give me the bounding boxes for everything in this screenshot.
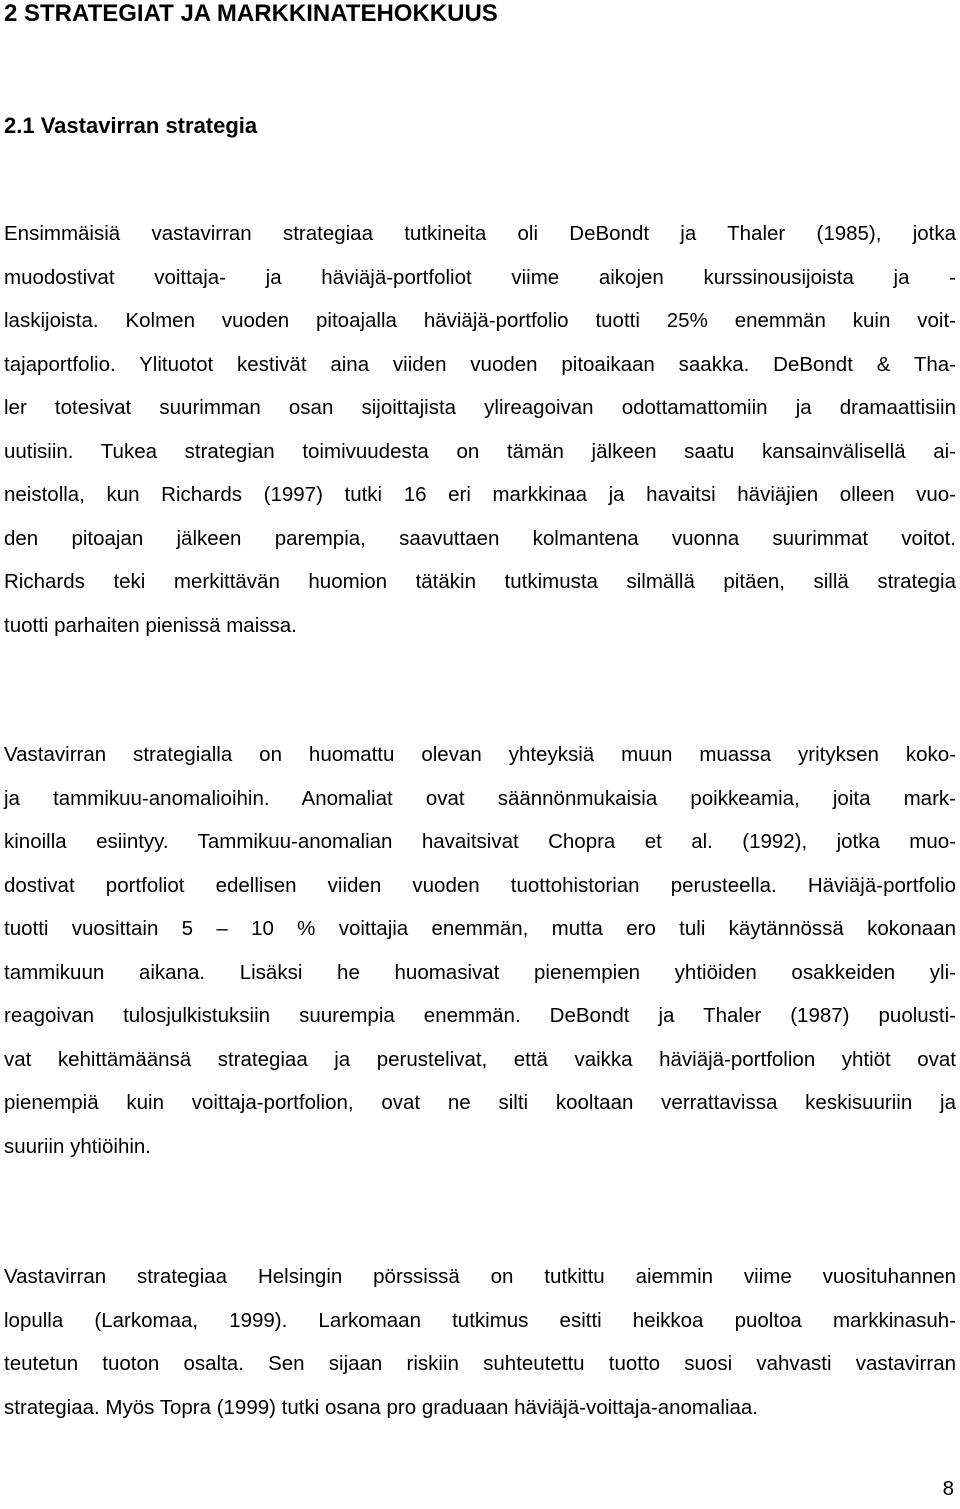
paragraph-line: uutisiin. Tukea strategian toimivuudesta on tämän jälkeen saatu kansainvälisellä ai- xyxy=(4,439,956,463)
paragraph-line: tuotti parhaiten pienissä maissa. xyxy=(4,613,297,637)
paragraph-line: tammikuun aikana. Lisäksi he huomasivat pienempien yhtiöiden osakkeiden yli- xyxy=(4,960,956,984)
paragraph-1 xyxy=(4,212,956,647)
paragraph-line: ja tammikuu-anomalioihin. Anomaliat ovat säännönmukaisia poikkeamia, joita mark- xyxy=(4,786,956,810)
paragraph-line: Ensimmäisiä vastavirran strategiaa tutkineita oli DeBondt ja Thaler (1985), jotka xyxy=(4,222,956,245)
paragraph-line: ler totesivat suurimman osan sijoittajista ylireagoivan odottamattomiin ja dramaattisiin xyxy=(4,396,956,419)
paragraph-line: tuotti vuosittain 5 – 10 % voittajia enemmän, mutta ero tuli käytännössä kokonaan xyxy=(4,917,956,940)
paragraph-line: reagoivan tulosjulkistuksiin suurempia enemmän. DeBondt ja Thaler (1987) puolusti- xyxy=(4,1004,956,1027)
paragraph-line: kinoilla esiintyy. Tammikuu-anomalian havaitsivat Chopra et al. (1992), jotka muo- xyxy=(4,830,956,853)
chapter-title: 2 STRATEGIAT JA MARKKINATEHOKKUUS xyxy=(4,0,498,27)
paragraph-line: neistolla, kun Richards (1997) tutki 16 eri markkinaa ja havaitsi häviäjien olleen vuo- xyxy=(4,483,956,506)
section-title: 2.1 Vastavirran strategia xyxy=(4,113,258,138)
paragraph-line: den pitoajan jälkeen parempia, saavuttaen kolmantena vuonna suurimmat voitot. xyxy=(4,526,956,550)
paragraph-line: vat kehittämäänsä strategiaa ja perustelivat, että vaikka häviäjä-portfolion yhtiöt ovat xyxy=(4,1047,956,1071)
paragraph-line: teutetun tuoton osalta. Sen sijaan riskiin suhteutettu tuotto suosi vahvasti vastavirran xyxy=(4,1352,956,1375)
paragraph-2 xyxy=(4,733,956,1168)
paragraph-line: suuriin yhtiöihin. xyxy=(4,1134,151,1158)
paragraph-line: muodostivat voittaja- ja häviäjä-portfoliot viime aikojen kurssinousijoista ja - xyxy=(4,265,956,289)
paragraph-line: strategiaa. Myös Topra (1999) tutki osana pro graduaan häviäjä-voittaja-anomaliaa. xyxy=(4,1395,759,1419)
page-number: 8 xyxy=(942,1477,954,1500)
paragraph-line: Vastavirran strategialla on huomattu olevan yhteyksiä muun muassa yrityksen koko- xyxy=(4,743,956,766)
paragraph-line: lopulla (Larkomaa, 1999). Larkomaan tutkimus esitti heikkoa puoltoa markkinasuh- xyxy=(4,1308,956,1332)
paragraph-line: dostivat portfoliot edellisen viiden vuoden tuottohistorian perusteella. Häviäjä-portfolio xyxy=(4,873,956,897)
paragraph-line: pienempiä kuin voittaja-portfolion, ovat ne silti kooltaan verrattavissa keskisuuriin ja xyxy=(4,1091,956,1114)
paragraph-line: laskijoista. Kolmen vuoden pitoajalla häviäjä-portfolio tuotti 25% enemmän kuin voit- xyxy=(4,309,956,332)
paragraph-3 xyxy=(4,1255,956,1429)
paragraph-line: Richards teki merkittävän huomion tätäkin tutkimusta silmällä pitäen, sillä strategia xyxy=(4,570,956,593)
paragraph-line: Vastavirran strategiaa Helsingin pörssissä on tutkittu aiemmin viime vuosituhannen xyxy=(4,1265,956,1288)
paragraph-line: tajaportfolio. Ylituotot kestivät aina viiden vuoden pitoaikaan saakka. DeBondt & Tha- xyxy=(4,352,956,376)
